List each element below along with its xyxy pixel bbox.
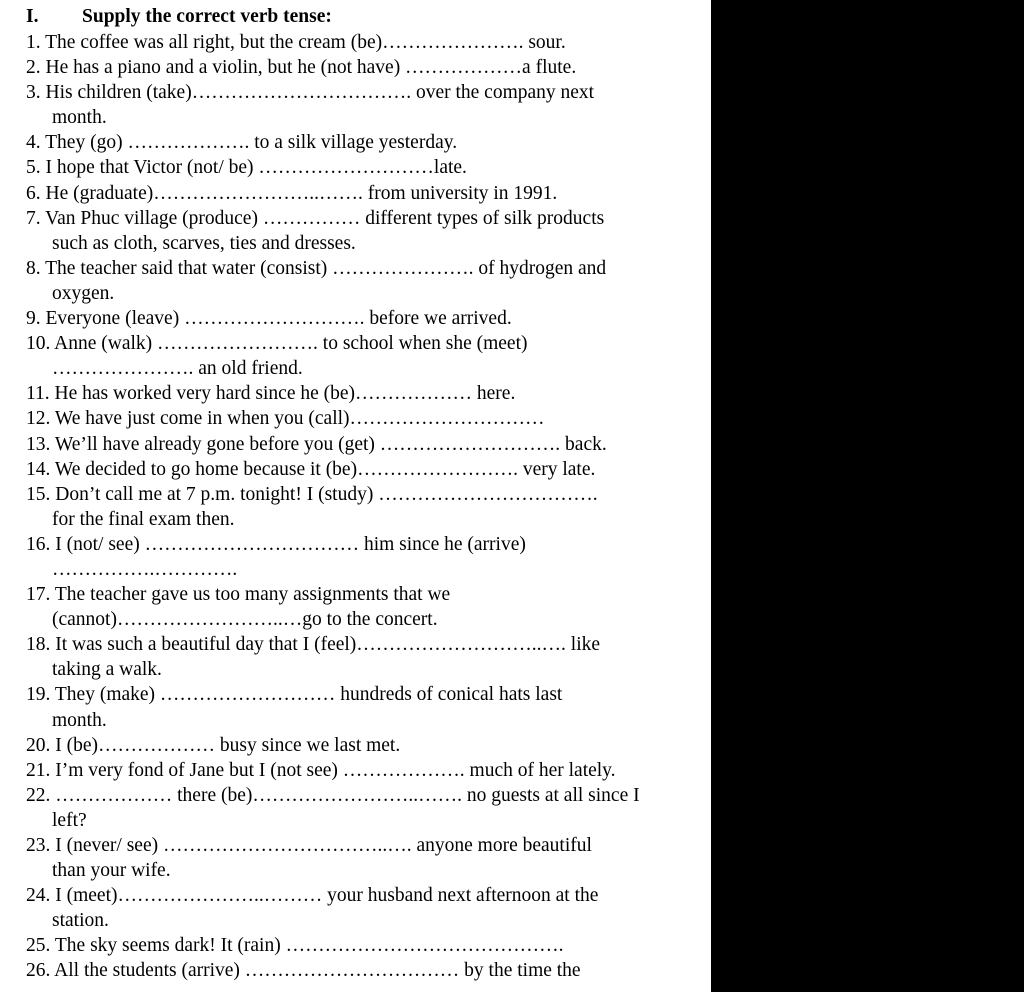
exercise-line: 22. ……………… there (be)……………………..……. no guests at all since I: [26, 784, 640, 806]
exercise-line: 12. We have just come in when you (call)…………………………: [26, 408, 545, 430]
exercise-line: 2. He has a piano and a violin, but he (not have) ………………a flute.: [26, 57, 577, 79]
section-title: Supply the correct verb tense:: [82, 6, 332, 27]
exercise-line: 10. Anne (walk) ……………………. to school when she (meet): [26, 333, 528, 355]
exercise-continuation-line: …………….………….: [52, 558, 238, 580]
exercise-line: 25. The sky seems dark! It (rain) …………………………………….: [26, 935, 564, 957]
exercise-line: 9. Everyone (leave) ………………………. before we arrived.: [26, 308, 512, 330]
exercise-continuation-line: month.: [52, 709, 107, 731]
exercise-line: 26. All the students (arrive) …………………………… by the time the: [26, 960, 581, 982]
exercise-line: 21. I’m very fond of Jane but I (not see) ………………. much of her lately.: [26, 759, 616, 781]
exercise-line: 3. His children (take)……………………………. over the company next: [26, 82, 595, 104]
exercise-continuation-line: left?: [52, 809, 87, 831]
exercise-line: 8. The teacher said that water (consist) …………………. of hydrogen and: [26, 257, 607, 279]
section-heading: [26, 6, 332, 28]
exercise-continuation-line: …………………. an old friend.: [52, 358, 303, 380]
exercise-line: 24. I (meet)…………………..……… your husband next afternoon at the: [26, 885, 599, 907]
black-margin: [711, 0, 1024, 992]
exercise-continuation-line: month.: [52, 107, 107, 129]
exercise-line: 13. We’ll have already gone before you (get) ………………………. back.: [26, 433, 607, 455]
exercise-continuation-line: such as cloth, scarves, ties and dresses.: [52, 232, 356, 254]
exercise-continuation-line: oxygen.: [52, 282, 115, 304]
exercise-continuation-line: (cannot)……………………..…go to the concert.: [52, 609, 438, 631]
exercise-list: [26, 30, 696, 984]
exercise-continuation-line: station.: [52, 910, 109, 932]
exercise-line: 19. They (make) ……………………… hundreds of conical hats last: [26, 684, 563, 706]
exercise-line: 6. He (graduate)……………………..……. from university in 1991.: [26, 182, 558, 204]
exercise-line: 17. The teacher gave us too many assignments that we: [26, 584, 451, 606]
exercise-continuation-line: taking a walk.: [52, 659, 162, 681]
exercise-line: 20. I (be)……………… busy since we last met.: [26, 734, 401, 756]
exercise-continuation-line: for the final exam then.: [52, 508, 235, 530]
exercise-line: 15. Don’t call me at 7 p.m. tonight! I (study) …………………………….: [26, 483, 598, 505]
exercise-line: 16. I (not/ see) …………………………… him since he (arrive): [26, 533, 526, 555]
exercise-line: 14. We decided to go home because it (be)……………………. very late.: [26, 458, 596, 480]
exercise-line: 1. The coffee was all right, but the cream (be)…………………. sour.: [26, 32, 566, 53]
exercise-line: 11. He has worked very hard since he (be)……………… here.: [26, 383, 516, 405]
exercise-line: 4. They (go) ………………. to a silk village yesterday.: [26, 132, 458, 154]
exercise-line: 23. I (never/ see) ……………………………..…. anyone more beautiful: [26, 835, 592, 856]
exercise-line: 18. It was such a beautiful day that I (feel)………………………..…. like: [26, 634, 601, 656]
section-number: I.: [26, 6, 39, 27]
exercise-line: 5. I hope that Victor (not/ be) ………………………late.: [26, 157, 467, 179]
exercise-line: 7. Van Phuc village (produce) …………… different types of silk products: [26, 207, 605, 229]
exercise-continuation-line: than your wife.: [52, 860, 171, 882]
